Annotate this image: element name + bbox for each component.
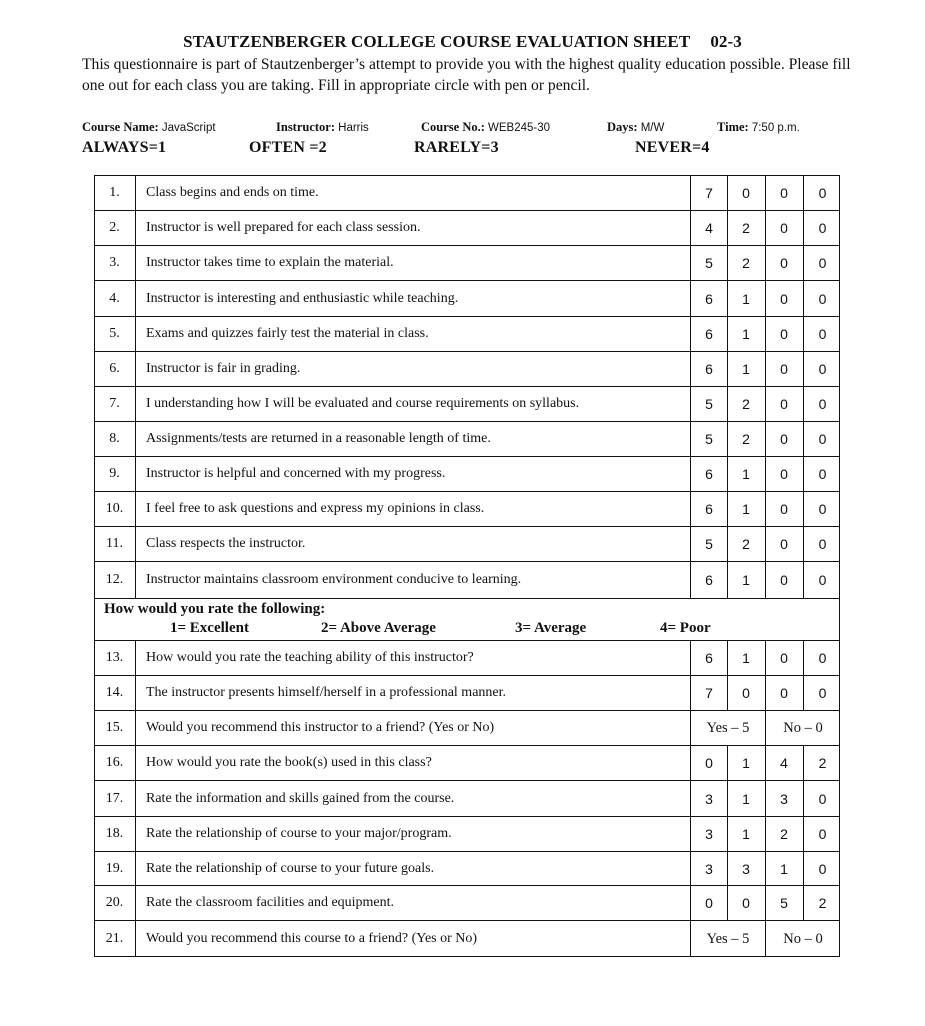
rating-count-cell: 0 — [803, 211, 841, 245]
question-row — [94, 640, 840, 675]
days-label: Days: — [607, 120, 638, 134]
question-text: I feel free to ask questions and express my opinions in class. — [146, 501, 485, 516]
rating-count-cell: 6 — [690, 281, 727, 316]
rating-count-cell: 0 — [765, 246, 802, 280]
question-text: The instructor presents himself/herself in a professional manner. — [146, 685, 507, 700]
question-row — [94, 780, 840, 816]
yes-count-cell: Yes – 5 — [690, 921, 765, 957]
question-number: 15. — [94, 711, 136, 745]
response-cells — [690, 852, 840, 885]
question-number: 11. — [94, 527, 136, 561]
question-text: Rate the classroom facilities and equipment. — [146, 895, 395, 910]
rating-count-cell: 1 — [727, 641, 764, 675]
response-cells — [690, 746, 840, 780]
rating-count-cell: 1 — [727, 817, 764, 851]
rating-count-cell: 6 — [690, 352, 727, 386]
question-row — [94, 526, 840, 561]
question-text: Instructor is fair in grading. — [146, 361, 301, 376]
rating-count-cell: 0 — [803, 352, 841, 386]
question-row — [94, 456, 840, 491]
question-text: Instructor maintains classroom environment conducive to learning. — [146, 572, 522, 587]
form-code: 02-3 — [710, 32, 742, 51]
question-number: 14. — [94, 676, 136, 710]
course-number-field — [421, 120, 550, 135]
response-cells — [690, 211, 840, 245]
response-cells — [690, 281, 840, 316]
rating-count-cell: 0 — [803, 817, 841, 851]
scale-never: NEVER=4 — [635, 139, 710, 156]
question-row — [94, 316, 840, 351]
rating-count-cell: 3 — [727, 852, 764, 885]
rating-count-cell: 0 — [803, 641, 841, 675]
question-number: 1. — [94, 175, 136, 210]
rating-count-cell: 0 — [803, 281, 841, 316]
response-cells — [690, 246, 840, 280]
rating-count-cell: 2 — [727, 246, 764, 280]
rating-count-cell: 0 — [803, 852, 841, 885]
rating-count-cell: 1 — [727, 281, 764, 316]
rating-count-cell: 0 — [803, 562, 841, 598]
rating-count-cell: 3 — [765, 781, 802, 816]
rating-count-cell: 0 — [803, 422, 841, 456]
legend-excellent: 1= Excellent — [170, 620, 249, 636]
question-number: 19. — [94, 852, 136, 885]
rating-count-cell: 4 — [765, 746, 802, 780]
days-field — [607, 120, 664, 135]
rating-count-cell: 5 — [690, 387, 727, 421]
question-text: Instructor is helpful and concerned with my progress. — [146, 466, 446, 481]
question-number: 7. — [94, 387, 136, 421]
rating-count-cell: 1 — [727, 746, 764, 780]
yes-count-cell: Yes – 5 — [690, 711, 765, 745]
rating-count-cell: 1 — [727, 562, 764, 598]
rating-count-cell: 0 — [765, 352, 802, 386]
question-row — [94, 386, 840, 421]
question-row — [94, 280, 840, 316]
rating-count-cell: 0 — [803, 781, 841, 816]
rating-count-cell: 0 — [765, 457, 802, 491]
question-row — [94, 745, 840, 780]
question-text: Rate the relationship of course to your major/program. — [146, 826, 452, 841]
question-number: 10. — [94, 492, 136, 526]
rating-count-cell: 1 — [727, 352, 764, 386]
question-text: Instructor is well prepared for each class session. — [146, 220, 421, 235]
legend-poor: 4= Poor — [660, 620, 711, 636]
question-row — [94, 851, 840, 885]
rating-count-cell: 3 — [690, 852, 727, 885]
rating-count-cell: 0 — [765, 527, 802, 561]
rating-count-cell: 6 — [690, 492, 727, 526]
question-row — [94, 920, 840, 957]
rating-count-cell: 0 — [803, 676, 841, 710]
rating-section-header — [94, 598, 840, 640]
question-row — [94, 421, 840, 456]
question-number: 4. — [94, 281, 136, 316]
course-name-value: JavaScript — [161, 122, 216, 134]
rating-count-cell: 5 — [690, 527, 727, 561]
time-field — [717, 120, 800, 135]
rating-count-cell: 2 — [727, 527, 764, 561]
response-cells — [690, 886, 840, 920]
rating-count-cell: 1 — [765, 852, 802, 885]
question-text: Instructor is interesting and enthusiastic while teaching. — [146, 290, 459, 306]
scale-always: ALWAYS=1 — [82, 139, 167, 156]
form-title — [0, 32, 925, 52]
question-row — [94, 561, 840, 598]
instructor-value: Harris — [338, 122, 369, 134]
rating-count-cell: 3 — [690, 781, 727, 816]
rating-count-cell: 0 — [803, 317, 841, 351]
question-number: 5. — [94, 317, 136, 351]
rating-count-cell: 0 — [765, 641, 802, 675]
response-cells — [690, 562, 840, 598]
course-number-label: Course No.: — [421, 120, 485, 134]
rating-count-cell: 0 — [765, 387, 802, 421]
response-cells — [690, 175, 840, 210]
rating-count-cell: 2 — [803, 886, 841, 920]
rating-count-cell: 3 — [690, 817, 727, 851]
rating-count-cell: 4 — [690, 211, 727, 245]
response-cells — [690, 457, 840, 491]
rating-count-cell: 0 — [765, 211, 802, 245]
rating-count-cell: 0 — [727, 886, 764, 920]
response-cells — [690, 317, 840, 351]
course-number-value: WEB245-30 — [488, 122, 551, 134]
rating-count-cell: 0 — [727, 676, 764, 710]
question-text: Rate the information and skills gained from the course. — [146, 790, 455, 806]
rating-count-cell: 7 — [690, 175, 727, 210]
rating-count-cell: 0 — [803, 457, 841, 491]
time-value: 7:50 p.m. — [751, 122, 800, 134]
question-number: 12. — [94, 562, 136, 598]
rating-count-cell: 0 — [765, 676, 802, 710]
response-cells — [690, 781, 840, 816]
question-row — [94, 675, 840, 710]
question-text: Would you recommend this course to a friend? (Yes or No) — [146, 931, 478, 946]
rating-count-cell: 2 — [765, 817, 802, 851]
legend-above-average: 2= Above Average — [321, 620, 436, 636]
rating-count-cell: 0 — [690, 886, 727, 920]
rating-count-cell: 0 — [765, 317, 802, 351]
no-count-cell: No – 0 — [765, 711, 840, 745]
rating-count-cell: 1 — [727, 457, 764, 491]
rating-count-cell: 1 — [727, 781, 764, 816]
rating-count-cell: 7 — [690, 676, 727, 710]
question-text: Class begins and ends on time. — [146, 184, 319, 200]
question-text: Exams and quizzes fairly test the material in class. — [146, 326, 429, 341]
question-text: Would you recommend this instructor to a friend? (Yes or No) — [146, 720, 495, 735]
question-row — [94, 816, 840, 851]
rating-count-cell: 1 — [727, 317, 764, 351]
response-cells — [690, 711, 840, 745]
question-row — [94, 885, 840, 920]
response-cells — [690, 921, 840, 957]
response-cells — [690, 387, 840, 421]
question-number: 9. — [94, 457, 136, 491]
instructor-label: Instructor: — [276, 120, 336, 134]
response-cells — [690, 492, 840, 526]
rating-count-cell: 1 — [727, 492, 764, 526]
rating-count-cell: 0 — [690, 746, 727, 780]
rating-count-cell: 0 — [765, 175, 802, 210]
question-text: I understanding how I will be evaluated and course requirements on syllabus. — [146, 396, 580, 411]
question-number: 18. — [94, 817, 136, 851]
rating-count-cell: 6 — [690, 641, 727, 675]
time-label: Time: — [717, 120, 749, 134]
course-name-field — [82, 120, 216, 135]
response-cells — [690, 676, 840, 710]
no-count-cell: No – 0 — [765, 921, 840, 957]
question-row — [94, 491, 840, 526]
intro-paragraph: This questionnaire is part of Stautzenberger’s attempt to provide you with the highest quality education possible. Please fill one out for each class you are taking. Fill in appropriate circle with pen or pencil. — [82, 56, 851, 94]
rating-count-cell: 2 — [803, 746, 841, 780]
legend-average: 3= Average — [515, 620, 587, 636]
question-number: 3. — [94, 246, 136, 280]
rating-count-cell: 5 — [690, 422, 727, 456]
rating-count-cell: 6 — [690, 562, 727, 598]
rating-count-cell: 0 — [765, 492, 802, 526]
response-cells — [690, 352, 840, 386]
question-text: Class respects the instructor. — [146, 536, 306, 551]
response-cells — [690, 641, 840, 675]
course-name-label: Course Name: — [82, 120, 159, 134]
question-number: 8. — [94, 422, 136, 456]
question-row — [94, 351, 840, 386]
question-number: 17. — [94, 781, 136, 816]
question-row — [94, 710, 840, 745]
question-text: How would you rate the book(s) used in this class? — [146, 755, 432, 770]
rating-count-cell: 2 — [727, 387, 764, 421]
question-row — [94, 210, 840, 245]
rating-count-cell: 2 — [727, 211, 764, 245]
response-cells — [690, 422, 840, 456]
rating-count-cell: 0 — [803, 492, 841, 526]
response-cells — [690, 527, 840, 561]
rating-count-cell: 0 — [765, 562, 802, 598]
rating-section-heading: How would you rate the following: — [104, 601, 326, 617]
question-text: How would you rate the teaching ability of this instructor? — [146, 650, 474, 665]
scale-rarely: RARELY=3 — [414, 139, 499, 156]
rating-count-cell: 0 — [803, 387, 841, 421]
rating-count-cell: 5 — [690, 246, 727, 280]
question-number: 21. — [94, 921, 136, 957]
question-number: 20. — [94, 886, 136, 920]
rating-count-cell: 0 — [765, 281, 802, 316]
response-cells — [690, 817, 840, 851]
rating-count-cell: 0 — [727, 175, 764, 210]
rating-count-cell: 0 — [803, 246, 841, 280]
question-number: 13. — [94, 641, 136, 675]
rating-count-cell: 0 — [803, 527, 841, 561]
question-text: Instructor takes time to explain the material. — [146, 255, 394, 270]
question-row — [94, 245, 840, 280]
question-number: 16. — [94, 746, 136, 780]
rating-count-cell: 0 — [803, 175, 841, 210]
rating-count-cell: 5 — [765, 886, 802, 920]
question-text: Assignments/tests are returned in a reasonable length of time. — [146, 431, 491, 446]
scale-often: OFTEN =2 — [249, 139, 327, 156]
rating-count-cell: 0 — [765, 422, 802, 456]
instructor-field — [276, 120, 369, 135]
question-number: 2. — [94, 211, 136, 245]
question-number: 6. — [94, 352, 136, 386]
rating-count-cell: 6 — [690, 317, 727, 351]
days-value: M/W — [640, 122, 665, 134]
question-row — [94, 175, 840, 210]
title-text: STAUTZENBERGER COLLEGE COURSE EVALUATION SHEET — [183, 32, 691, 51]
rating-count-cell: 2 — [727, 422, 764, 456]
question-text: Rate the relationship of course to your future goals. — [146, 860, 435, 876]
rating-count-cell: 6 — [690, 457, 727, 491]
